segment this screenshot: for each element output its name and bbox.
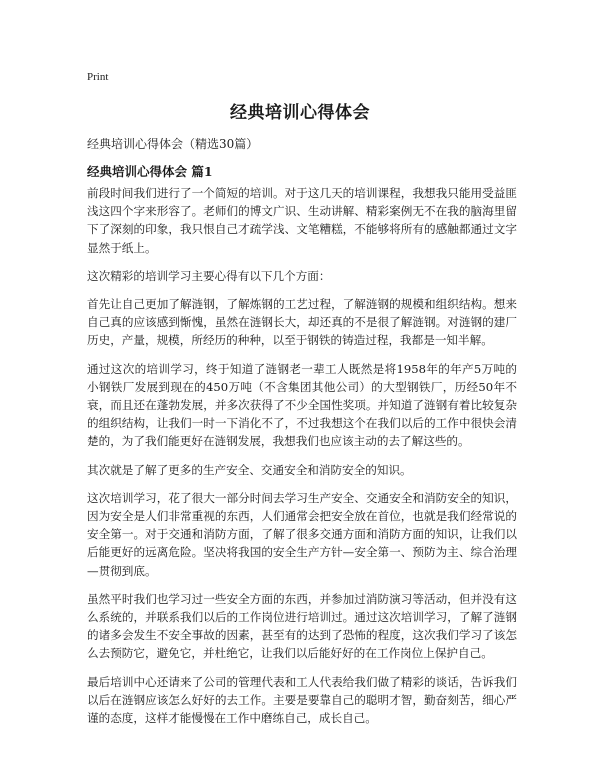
document-body xyxy=(87,184,517,737)
paragraph-intro: 前段时间我们进行了一个简短的培训。对于这几天的培训课程，我想我只能用受益匪浅这四个字来形容了。老师们的博文广识、生动讲解、精彩案例无不在我的脑海里留下了深刻的印象，我只恨自己才疏学浅、文笔糟糕，不能够将所有的感触都通过文字显然于纸上。 xyxy=(87,186,517,255)
paragraph-company-history: 通过这次的培训学习，终于知道了涟钢老一辈工人既然是将1958年的年产5万吨的小钢铁厂发展到现在的450万吨（不含集团其他公司）的大型钢铁厂，历经50年不衰，而且还在蓬勃发展，并多次获得了不少全国性奖项。并知道了涟钢有着比较复杂的组织结构，让我们一时一下消化不了，不过我想这个在我们以后的工作中很快会清楚的，为了我们能更好在涟钢发展，我想我们也应该主动的去了解这些的。 xyxy=(87,361,517,449)
paragraph-second-point: 其次就是了解了更多的生产安全、交通安全和消防安全的知识。 xyxy=(87,462,412,477)
paragraph-first-point: 首先让自己更加了解涟钢，了解炼钢的工艺过程，了解涟钢的规模和组织结构。想来自己真的应该感到惭愧，虽然在涟钢长大，却还真的不是很了解涟钢。对涟钢的建厂历史，产量，规模，所经历的种种，以至于钢铁的铸造过程，我都是一知半解。 xyxy=(87,297,517,348)
paragraph-summary-lead: 这次精彩的培训学习主要心得有以下几个方面： xyxy=(87,268,331,283)
paragraph-safety-reflection: 虽然平时我们也学习过一些安全方面的东西，并参加过消防演习等活动，但并没有这么系统的，并联系我们以后的工作岗位进行培训过。通过这次培训学习，了解了涟钢的诸多会发生不安全事故的因素，甚至有的达到了恐怖的程度，这次我们学习了该怎么去预防它，避免它，并杜绝它，让我们以后能好好的在工作岗位上保护自己。 xyxy=(87,591,517,661)
section-heading: 经典培训心得体会 篇1 xyxy=(87,164,213,179)
document-title: 经典培训心得体会 xyxy=(230,103,370,123)
document-subtitle: 经典培训心得体会（精选30篇） xyxy=(87,137,259,151)
paragraph-safety-training: 这次培训学习，花了很大一部分时间去学习生产安全、交通安全和消防安全的知识，因为安全是人们非常重视的东西，人们通常会把安全放在首位，也就是我们经常说的安全第一。对于交通和消防方面，了解了很多交通方面和消防方面的知识，让我们以后能更好的远离危险。坚决将我国的安全生产方针—安全第一、预防为主、综合治理—贯彻到底。 xyxy=(87,490,517,578)
paragraph-closing: 最后培训中心还请来了公司的管理代表和工人代表给我们做了精彩的谈话，告诉我们以后在涟钢应该怎么好好的去工作。主要是要靠自己的聪明才智，勤奋刻苦，细心严谨的态度，这样才能慢慢在工作中磨练自己，成长自己。 xyxy=(87,674,517,726)
print-link[interactable]: Print xyxy=(87,71,109,83)
